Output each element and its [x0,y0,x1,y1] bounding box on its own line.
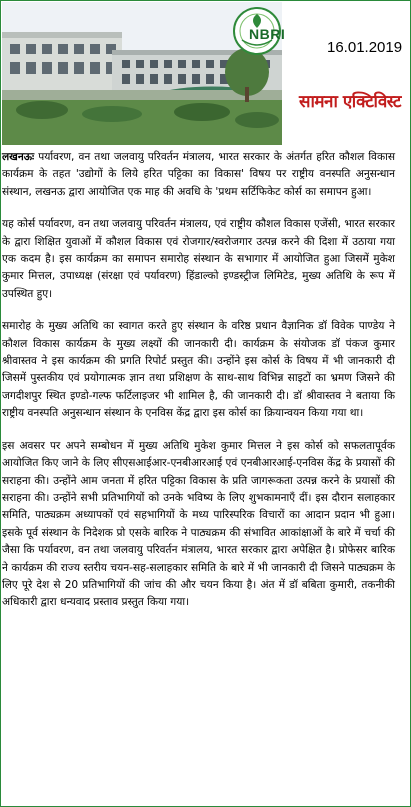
logo-wordmark: NBRI [249,26,286,42]
article-paragraph-2: यह कोर्स पर्यावरण, वन तथा जलवायु परिवर्तन मंत्रालय, एवं राष्ट्रीय कौशल विकास एजेंसी, भारत सरकार के द्वारा शिक्षित युवाओं में कौशल विकास एवं रोजगार/स्वरोजगार उत्पन्न करने की दिशा में उठाया गया एक कदम है। इस कार्यक्रम का समापन समारोह संस्थान के सभागार में आयोजित हुआ जिसमें मुकेश कुमार मित्तल, उपाध्यक्ष (संरक्षा एवं पर्यावरण) हिंडाल्को इण्डस्ट्रीज लिमिटेड, मुख्य अतिथि के रूप में उपस्थित हुए। [2,218,395,300]
article-paragraph-1 [2,149,395,201]
publication-date: 16.01.2019 [327,39,403,56]
newspaper-masthead: सामना एक्टिविस्ट [299,92,401,112]
clipping-header [2,2,409,145]
article-paragraph-3: समारोह के मुख्य अतिथि का स्वागत करते हुए संस्थान के वरिष्ठ प्रधान वैज्ञानिक डॉ विवेक पाण्डेय ने कौशल विकास कार्यक्रम के मुख्य लक्ष्यों की जानकारी दी। कार्यक्रम के संयोजक डॉ पंकज कुमार श्रीवास्तव ने इस कार्यक्रम की प्रगति रिपोर्ट प्रस्तुत की। उन्होंने इस कोर्स के विषय में भी जानकारी दी जिसमें पुस्तकीय एवं प्रयोगात्मक ज्ञान तथा प्रशिक्षण के साथ-साथ विभिन्न साइटों का भ्रमण जिसने की जगदीशपुर स्थित इण्डो-गल्फ फर्टिलाइजर भी शामिल है, की जानकारी दी। डॉ श्रीवास्तव ने बताया कि राष्ट्रीय वनस्पति अनुसन्धान संस्थान के एनविस केंद्र द्वारा इस कोर्स का क्रियान्वयन किया गया था। [2,320,395,420]
article-paragraph-4: इस अवसर पर अपने सम्बोधन में मुख्य अतिथि मुकेश कुमार मित्तल ने इस कोर्स को सफलतापूर्वक आयोजित किए जाने के लिए सीएसआईआर-एनबीआरआई एवं एनबीआरआई-एनविस केंद्र के प्रयासों की सराहना की। उन्होंने आम जनता में हरित पट्टिका विकास के प्रति जागरूकता उत्पन्न करने के प्रयासों की सराहना की। उन्होंने सभी प्रतिभागियों को उनके भविष्य के लिए शुभकामनाएँ दीं। इस दौरान सलाहकार समिति, पाठ्यक्रम अध्यापकों एवं सहभागियों के मध्य पारिस्परिक विचारों का आदान प्रदान भी हुआ। इसके पूर्व संस्थान के निदेशक प्रो एसके बारिक ने पाठ्यक्रम की संभावित आकांक्षाओं के बारे में चर्चा की जैसा कि पर्यावरण, वन तथा जलवायु परिवर्तन मंत्रालय, भारत सरकार द्वारा अपेक्षित है। प्रोफेसर बारिक ने कार्यक्रम की राज्य स्तरीय चयन-सह-सलाहकार समिति के बारे में भी जानकारी दी जिसने पाठ्यक्रम के लिए पूरे देश से 20 प्रतिभागियों की जांच की और चयन किया है। अंत में डॉ बबिता कुमारी, तकनीकी अधिकारी द्वारा धन्यवाद प्रस्ताव प्रस्तुत किया गया। [2,439,395,609]
paragraph-1-text: पर्यावरण, वन तथा जलवायु परिवर्तन मंत्रालय, भारत सरकार के अंतर्गत हरित कौशल विकास कार्यक्रम के तहत 'उद्योगों के लिये हरित पट्टिका का विकास' विषय पर राष्ट्रीय वनस्पति अनुसन्धान संस्थान, लखनऊ द्वारा आयोजित एक माह की अवधि के 'प्रथम सर्टिफिकेट कोर्स का समापन हुआ। [2,151,395,198]
dateline: लखनऊः [2,151,35,163]
article-body [2,149,395,627]
